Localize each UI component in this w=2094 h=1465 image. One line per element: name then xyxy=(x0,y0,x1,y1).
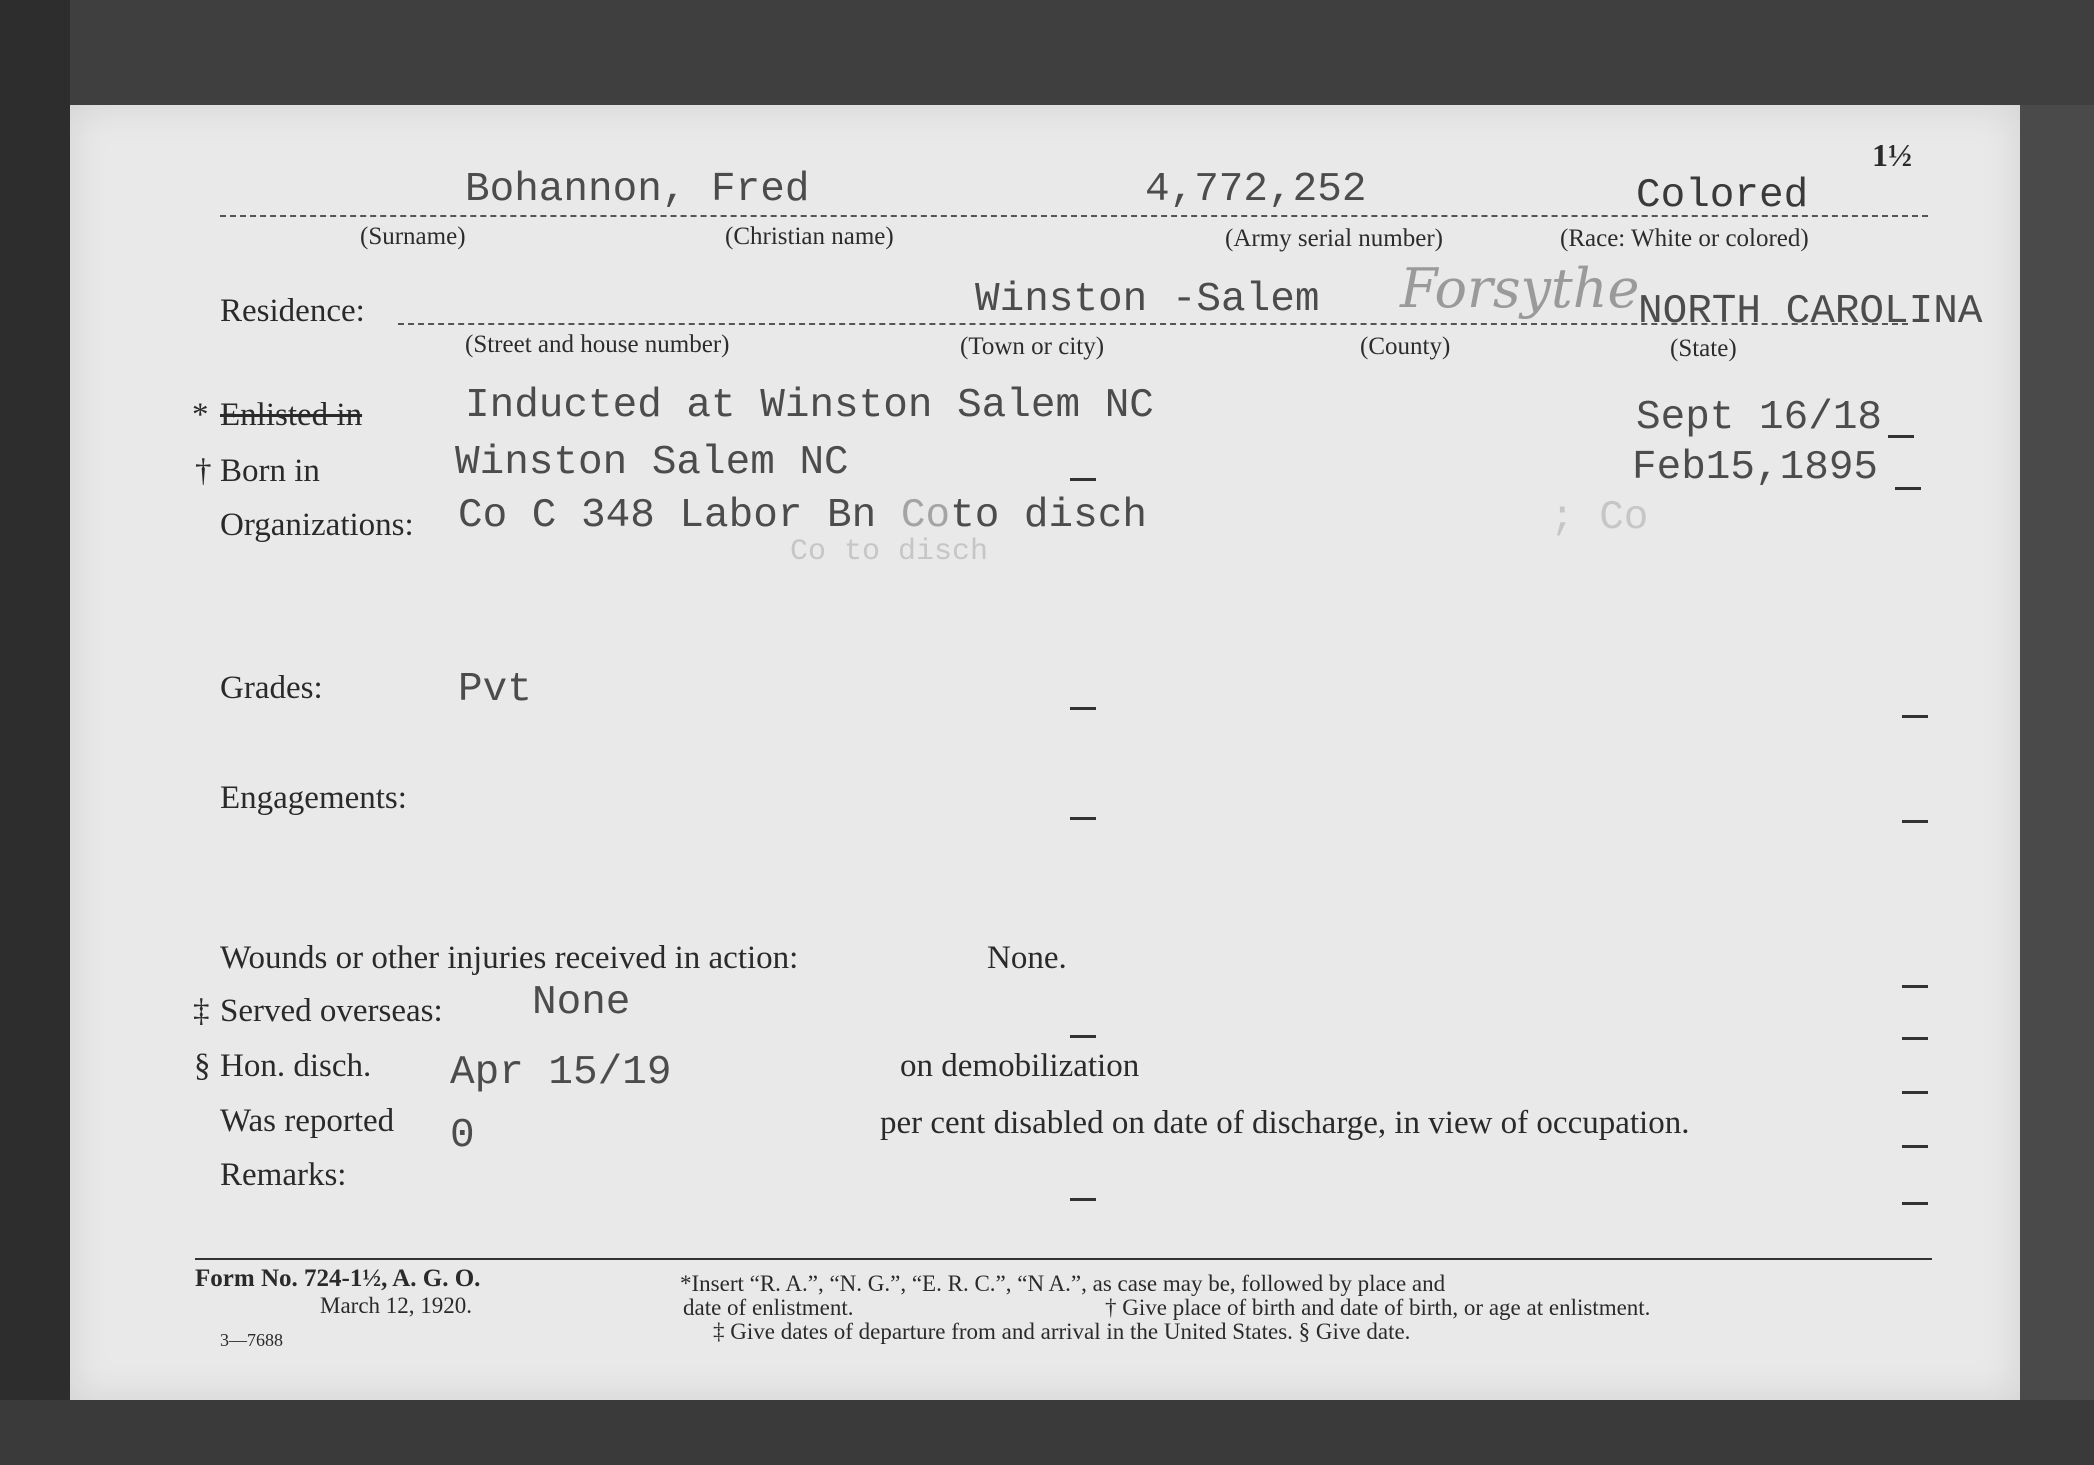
enlisted-date: Sept 16/18 xyxy=(1636,395,1883,441)
caption-street: (Street and house number) xyxy=(465,331,730,358)
remarks-label: Remarks: xyxy=(220,1157,347,1193)
scan-background-top xyxy=(0,0,2094,105)
card-number: 1½ xyxy=(1872,137,1912,173)
scan-background-bottom xyxy=(0,1400,2094,1465)
discharge-end-mark xyxy=(1902,1091,1928,1094)
header-dotted-line xyxy=(220,215,1928,217)
footnote-overseas: ‡ Give dates of departure from and arrival in the United States. § Give date. xyxy=(713,1319,1411,1344)
caption-christian-name: (Christian name) xyxy=(725,223,894,250)
enlisted-end-mark xyxy=(1888,435,1914,438)
caption-county: (County) xyxy=(1360,333,1451,360)
remarks-end-mark xyxy=(1902,1202,1928,1205)
organizations-faint-tail: ; Co xyxy=(1550,495,1649,541)
form-number: Form No. 724-1½, A. G. O. xyxy=(195,1265,481,1292)
residence-county-handwritten: Forsythe xyxy=(1400,257,1640,320)
name-value: Bohannon, Fred xyxy=(465,167,810,213)
organizations-value xyxy=(458,493,1147,539)
overseas-marker: ‡ xyxy=(193,993,210,1029)
overseas-mid-mark xyxy=(1070,1035,1096,1038)
overseas-label: Served overseas: xyxy=(220,993,443,1029)
born-mid-mark xyxy=(1070,478,1096,481)
discharge-label: Hon. disch. xyxy=(220,1048,372,1084)
grades-label: Grades: xyxy=(220,670,323,706)
caption-serial-number: (Army serial number) xyxy=(1225,225,1443,252)
grades-end-mark xyxy=(1902,715,1928,718)
organizations-value-end: to disch xyxy=(950,493,1147,539)
overseas-value: None xyxy=(532,980,631,1026)
reported-value: 0 xyxy=(450,1113,475,1159)
engagements-label: Engagements: xyxy=(220,780,407,816)
born-marker: † xyxy=(195,453,212,489)
wounds-value: None. xyxy=(987,940,1067,976)
residence-town-value: Winston -Salem xyxy=(975,277,1320,323)
born-value: Winston Salem NC xyxy=(455,440,849,486)
organizations-faint-second-line: Co to disch xyxy=(790,535,989,569)
wounds-end-mark xyxy=(1902,985,1928,988)
discharge-marker: § xyxy=(194,1048,211,1084)
born-date: Feb15,1895 xyxy=(1632,445,1879,491)
overseas-end-mark xyxy=(1902,1037,1928,1040)
reported-text: per cent disabled on date of discharge, in view of occupation. xyxy=(880,1105,1690,1141)
residence-state-value: NORTH CAROLINA xyxy=(1638,289,1983,335)
form-date: March 12, 1920. xyxy=(320,1293,473,1318)
born-label: Born in xyxy=(220,453,320,489)
caption-surname: (Surname) xyxy=(360,223,466,250)
residence-label: Residence: xyxy=(220,293,365,329)
reported-label: Was reported xyxy=(220,1103,395,1139)
caption-state: (State) xyxy=(1670,335,1737,362)
form-code: 3—7688 xyxy=(220,1330,283,1350)
service-record-card xyxy=(70,105,2020,1400)
race-value: Colored xyxy=(1636,173,1809,219)
footnote-birth: † Give place of birth and date of birth, or age at enlistment. xyxy=(1105,1295,1651,1320)
caption-town: (Town or city) xyxy=(960,333,1105,360)
serial-number-value: 4,772,252 xyxy=(1145,167,1367,213)
reported-end-mark xyxy=(1902,1145,1928,1148)
discharge-date: Apr 15/19 xyxy=(450,1050,672,1096)
organizations-label: Organizations: xyxy=(220,507,414,543)
caption-race: (Race: White or colored) xyxy=(1560,225,1809,252)
enlisted-label: Enlisted in xyxy=(220,397,363,433)
enlisted-marker: * xyxy=(192,397,209,433)
engagements-end-mark xyxy=(1902,820,1928,823)
footnote-enlistment-cont: date of enlistment. xyxy=(683,1295,854,1320)
footnote-enlistment: *Insert “R. A.”, “N. G.”, “E. R. C.”, “N A.”, as case may be, followed by place and xyxy=(680,1271,1446,1296)
engagements-mid-mark xyxy=(1070,817,1096,820)
enlisted-value: Inducted at Winston Salem NC xyxy=(465,383,1154,429)
grades-value: Pvt xyxy=(458,667,532,713)
born-end-mark xyxy=(1895,487,1921,490)
discharge-text: on demobilization xyxy=(900,1048,1140,1084)
organizations-value-faint: Co xyxy=(900,493,951,539)
scan-background-left xyxy=(0,0,70,1465)
grades-mid-mark xyxy=(1070,707,1096,710)
organizations-value-main: Co C 348 Labor Bn xyxy=(458,493,901,539)
wounds-label: Wounds or other injuries received in action: xyxy=(220,940,799,976)
footer-rule xyxy=(195,1258,1932,1260)
remarks-mid-mark xyxy=(1070,1198,1096,1201)
